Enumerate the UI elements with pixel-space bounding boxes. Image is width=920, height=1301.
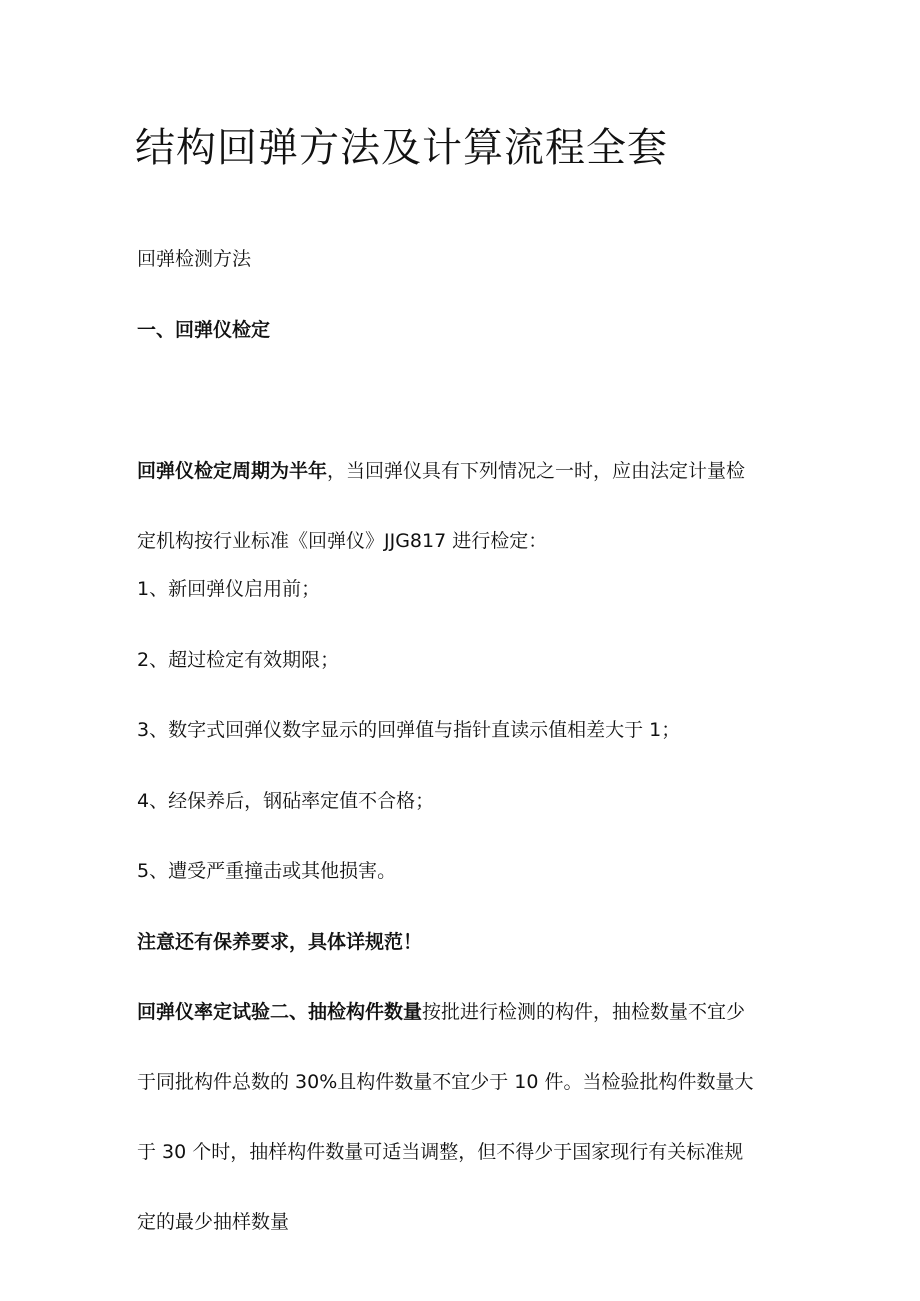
sampling-line-3: 于 30 个时，抽样构件数量可适当调整，但不得少于国家现行有关标准规 xyxy=(137,1141,744,1163)
condition-item-4: 4、经保养后，钢砧率定值不合格； xyxy=(137,790,435,812)
condition-item-3: 3、数字式回弹仪数字显示的回弹值与指针直读示值相差大于 1； xyxy=(137,719,681,741)
sampling-paragraph xyxy=(137,997,787,1237)
sampling-line-2: 于同批构件总数的 30%且构件数量不宜少于 10 件。当检验批构件数量大 xyxy=(137,1071,754,1093)
sampling-line-1-rest: 按批进行检测的构件，抽检数量不宜少 xyxy=(422,1001,746,1023)
calibration-bold-lead: 回弹仪检定周期为半年 xyxy=(137,460,328,482)
document-title: 结构回弹方法及计算流程全套 xyxy=(135,125,668,171)
sampling-line-1 xyxy=(137,997,787,1027)
subtitle: 回弹检测方法 xyxy=(137,248,252,270)
condition-item-5: 5、遭受严重撞击或其他损害。 xyxy=(137,860,397,882)
sampling-bold-lead: 回弹仪率定试验二、抽检构件数量 xyxy=(137,1001,423,1023)
sampling-line-4: 定的最少抽样数量 xyxy=(137,1211,290,1233)
condition-item-2: 2、超过检定有效期限； xyxy=(137,649,340,671)
section-heading-calibration: 一、回弹仪检定 xyxy=(137,319,271,341)
calibration-paragraph xyxy=(137,456,787,556)
condition-item-1: 1、新回弹仪启用前； xyxy=(137,578,321,600)
note-text: 注意还有保养要求，具体详规范！ xyxy=(137,931,423,953)
calibration-line-1-rest: ，当回弹仪具有下列情况之一时，应由法定计量检 xyxy=(327,460,746,482)
calibration-line-2: 定机构按行业标准《回弹仪》JJG817 进行检定： xyxy=(137,530,548,552)
calibration-line-1 xyxy=(137,456,787,486)
